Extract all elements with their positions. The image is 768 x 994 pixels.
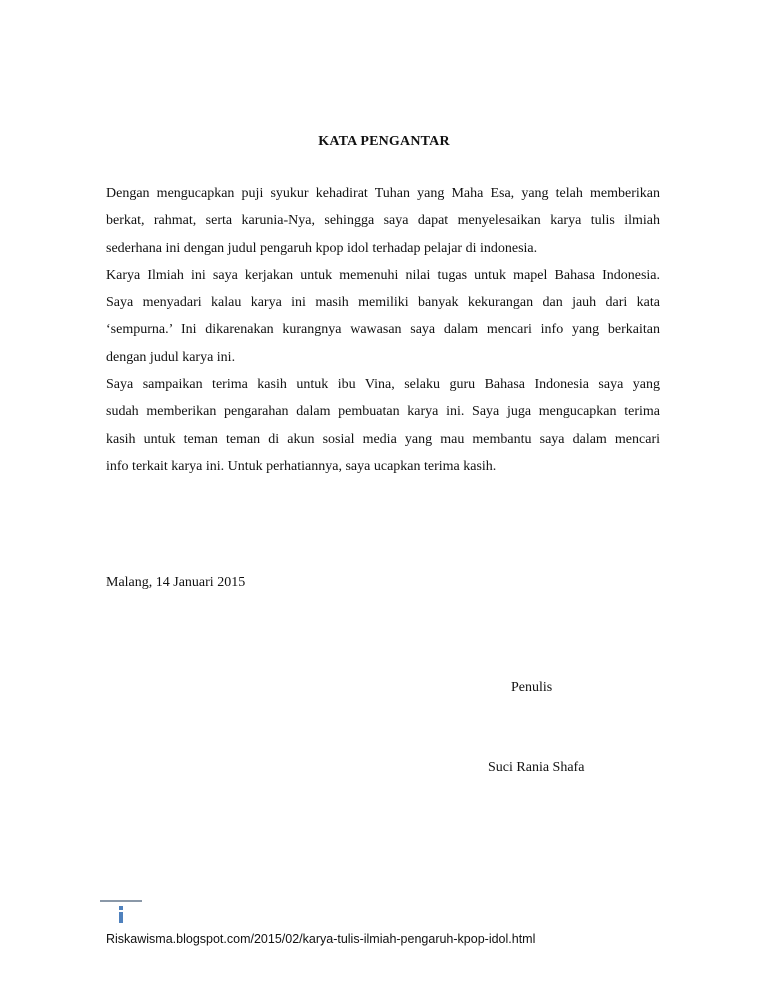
body-line: Dengan mengucapkan puji syukur kehadirat Tuhan yang Maha Esa, yang telah memberikan	[106, 186, 660, 201]
footer-url: Riskawisma.blogspot.com/2015/02/karya-tulis-ilmiah-pengaruh-kpop-idol.html	[106, 932, 536, 946]
author-name: Suci Rania Shafa	[488, 760, 585, 775]
body-line: ‘sempurna.’ Ini dikarenakan kurangnya wawasan saya dalam mencari info yang berkaitan	[106, 322, 660, 338]
body-line: berkat, rahmat, serta karunia-Nya, sehingga saya dapat menyelesaikan karya tulis ilmiah	[106, 213, 660, 229]
author-label: Penulis	[511, 680, 553, 695]
footer-rule	[100, 900, 142, 902]
body-line: kasih untuk teman teman di akun sosial media yang mau membantu saya dalam mencari	[106, 431, 660, 447]
body-line: Saya sampaikan terima kasih untuk ibu Vina, selaku guru Bahasa Indonesia saya yang	[106, 377, 660, 393]
page-title: KATA PENGANTAR	[318, 134, 450, 149]
body-text	[106, 180, 660, 480]
body-line: sudah memberikan pengarahan dalam pembuatan karya ini. Saya juga mengucapkan terima	[106, 404, 660, 420]
body-line: dengan judul karya ini.	[106, 349, 236, 365]
body-line: Saya menyadari kalau karya ini masih memiliki banyak kekurangan dan jauh dari kata	[106, 295, 660, 311]
body-line: info terkait karya ini. Untuk perhatiannya, saya ucapkan terima kasih.	[106, 458, 497, 474]
info-icon	[113, 903, 129, 925]
place-date: Malang, 14 Januari 2015	[106, 575, 246, 590]
body-line: sederhana ini dengan judul pengaruh kpop idol terhadap pelajar di indonesia.	[106, 240, 538, 256]
body-line: Karya Ilmiah ini saya kerjakan untuk memenuhi nilai tugas untuk mapel Bahasa Indonesia.	[106, 267, 660, 283]
